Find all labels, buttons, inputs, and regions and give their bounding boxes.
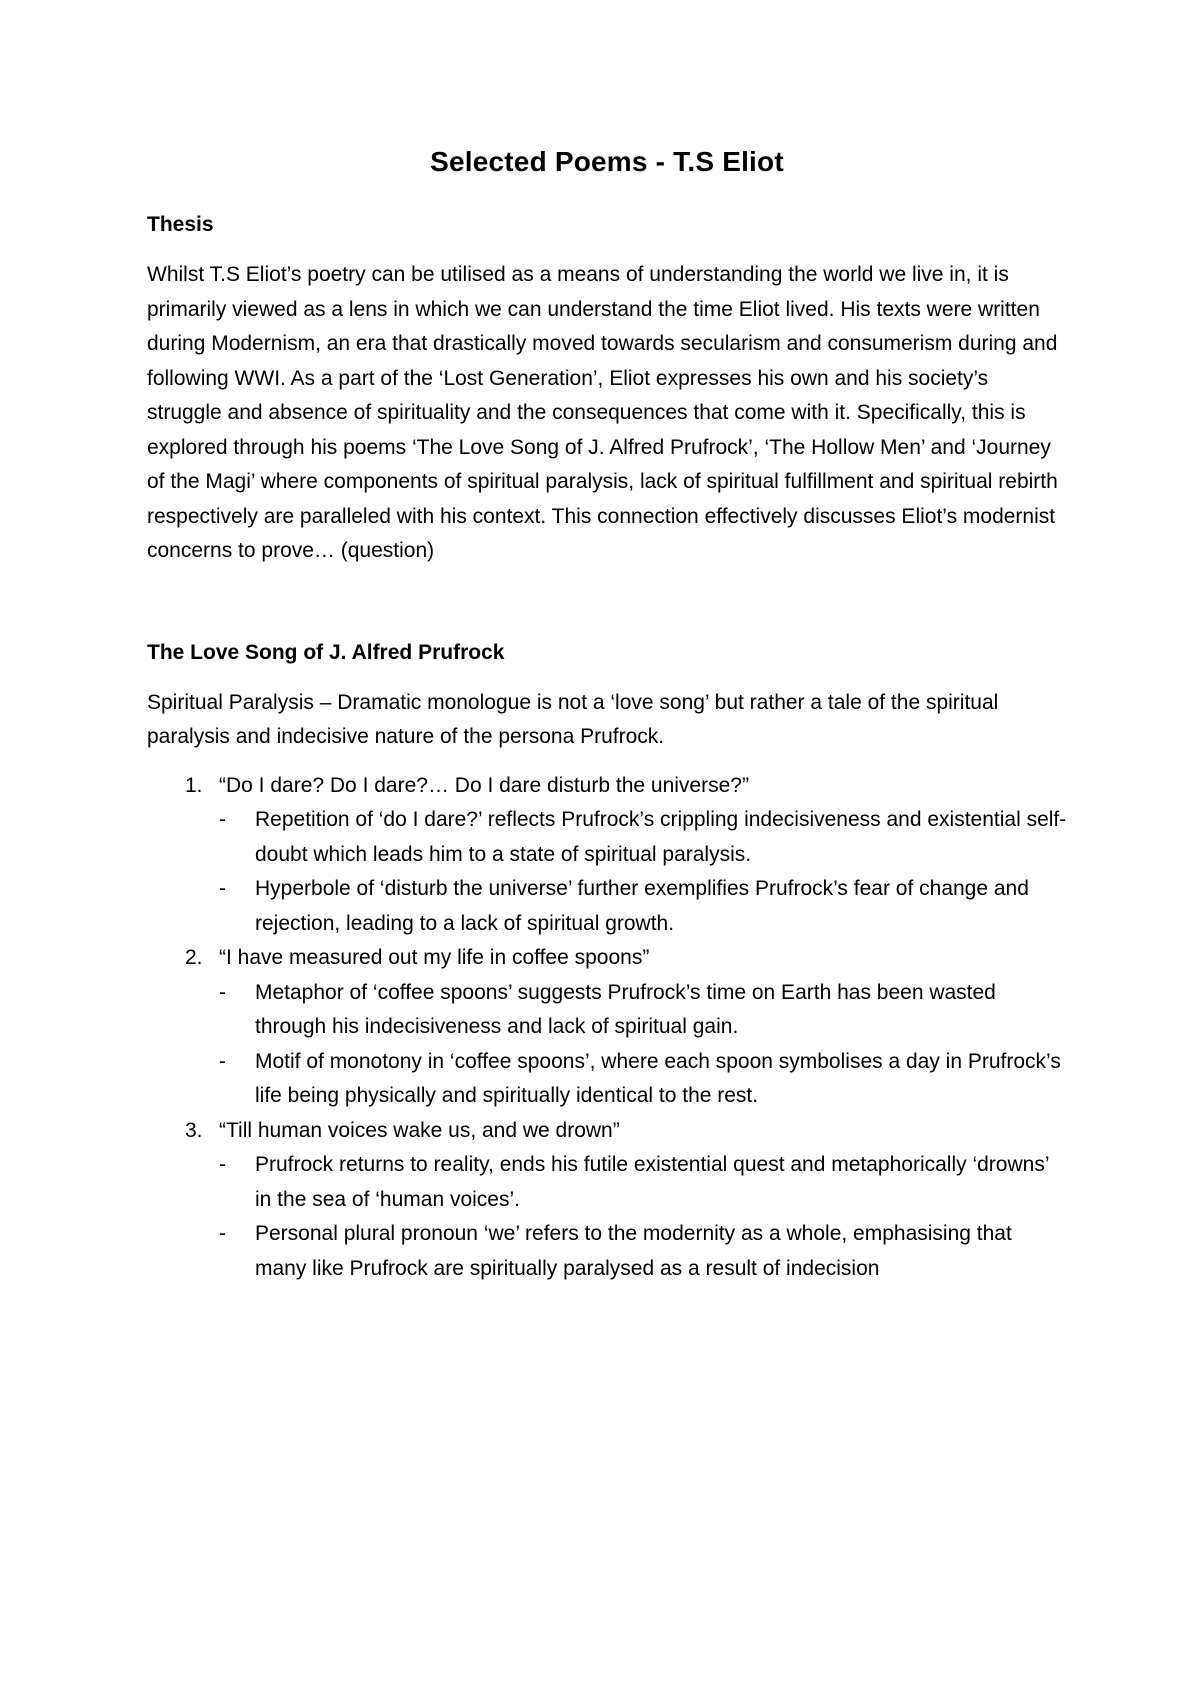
analysis-text: Motif of monotony in ‘coffee spoons’, where each spoon symbolises a day in Prufrock’s life being physically and spiritually identical to the rest. bbox=[255, 1049, 1061, 1107]
analysis-point bbox=[219, 1148, 1067, 1217]
quote-item bbox=[147, 769, 1067, 942]
analysis-text: Personal plural pronoun ‘we’ refers to the modernity as a whole, emphasising that many like Prufrock are spiritually paralysed as a result of indecision bbox=[255, 1222, 1012, 1280]
bullet-dash: - bbox=[219, 1049, 226, 1073]
quote-number: 3. bbox=[185, 1118, 203, 1142]
analysis-list bbox=[219, 976, 1067, 1114]
analysis-point bbox=[219, 1045, 1067, 1114]
quote-list bbox=[147, 769, 1067, 1287]
quote-text: “Till human voices wake us, and we drown” bbox=[219, 1118, 620, 1142]
bullet-dash: - bbox=[219, 808, 226, 831]
quote-item bbox=[147, 1114, 1067, 1287]
thesis-paragraph: Whilst T.S Eliot’s poetry can be utilised as a means of understanding the world we live in, it is primarily viewed as a lens in which we can understand the time Eliot lived. His texts were written during Modernism, an era that drastically moved towards secularism and consumerism during and following WWI. As a part of the ‘Lost Generation’, Eliot expresses his own and his society’s struggle and absence of spirituality and the consequences that come with it. Specifically, this is explored through his poems ‘The Love Song of J. Alfred Prufrock’, ‘The Hollow Men’ and ‘Journey of the Magi’ where components of spiritual paralysis, lack of spiritual fulfillment and spiritual rebirth respectively are paralleled with his context. This connection effectively discusses Eliot’s modernist concerns to prove… (question) bbox=[147, 263, 1058, 562]
prufrock-heading: The Love Song of J. Alfred Prufrock bbox=[147, 640, 505, 664]
analysis-list bbox=[219, 1148, 1067, 1286]
quote-item bbox=[147, 941, 1067, 1114]
analysis-point bbox=[219, 1217, 1067, 1286]
quote-text: “Do I dare? Do I dare?… Do I dare disturb the universe?” bbox=[219, 773, 749, 797]
analysis-point bbox=[219, 872, 1067, 941]
quote-number: 1. bbox=[185, 773, 203, 797]
quote-text: “I have measured out my life in coffee spoons” bbox=[219, 946, 650, 969]
analysis-list bbox=[219, 803, 1067, 941]
prufrock-intro: Spiritual Paralysis – Dramatic monologue is not a ‘love song’ but rather a tale of the spiritual paralysis and indecisive nature of the persona Prufrock. bbox=[147, 690, 999, 748]
analysis-text: Prufrock returns to reality, ends his futile existential quest and metaphorically ‘drowns’ in the sea of ‘human voices’. bbox=[255, 1153, 1049, 1211]
document-page bbox=[147, 140, 1067, 1286]
analysis-point bbox=[219, 803, 1067, 872]
document-title: Selected Poems - T.S Eliot bbox=[430, 146, 784, 177]
analysis-point bbox=[219, 976, 1067, 1045]
quote-number: 2. bbox=[185, 946, 203, 969]
thesis-heading: Thesis bbox=[147, 213, 214, 236]
analysis-text: Hyperbole of ‘disturb the universe’ further exemplifies Prufrock’s fear of change and rejection, leading to a lack of spiritual growth. bbox=[255, 877, 1029, 935]
bullet-dash: - bbox=[219, 1153, 226, 1176]
bullet-dash: - bbox=[219, 1222, 226, 1245]
bullet-dash: - bbox=[219, 980, 226, 1004]
analysis-text: Repetition of ‘do I dare?’ reflects Prufrock’s crippling indecisiveness and existential self-doubt which leads him to a state of spiritual paralysis. bbox=[255, 808, 1067, 866]
bullet-dash: - bbox=[219, 877, 226, 900]
analysis-text: Metaphor of ‘coffee spoons’ suggests Prufrock’s time on Earth has been wasted through his indecisiveness and lack of spiritual gain. bbox=[255, 980, 996, 1038]
